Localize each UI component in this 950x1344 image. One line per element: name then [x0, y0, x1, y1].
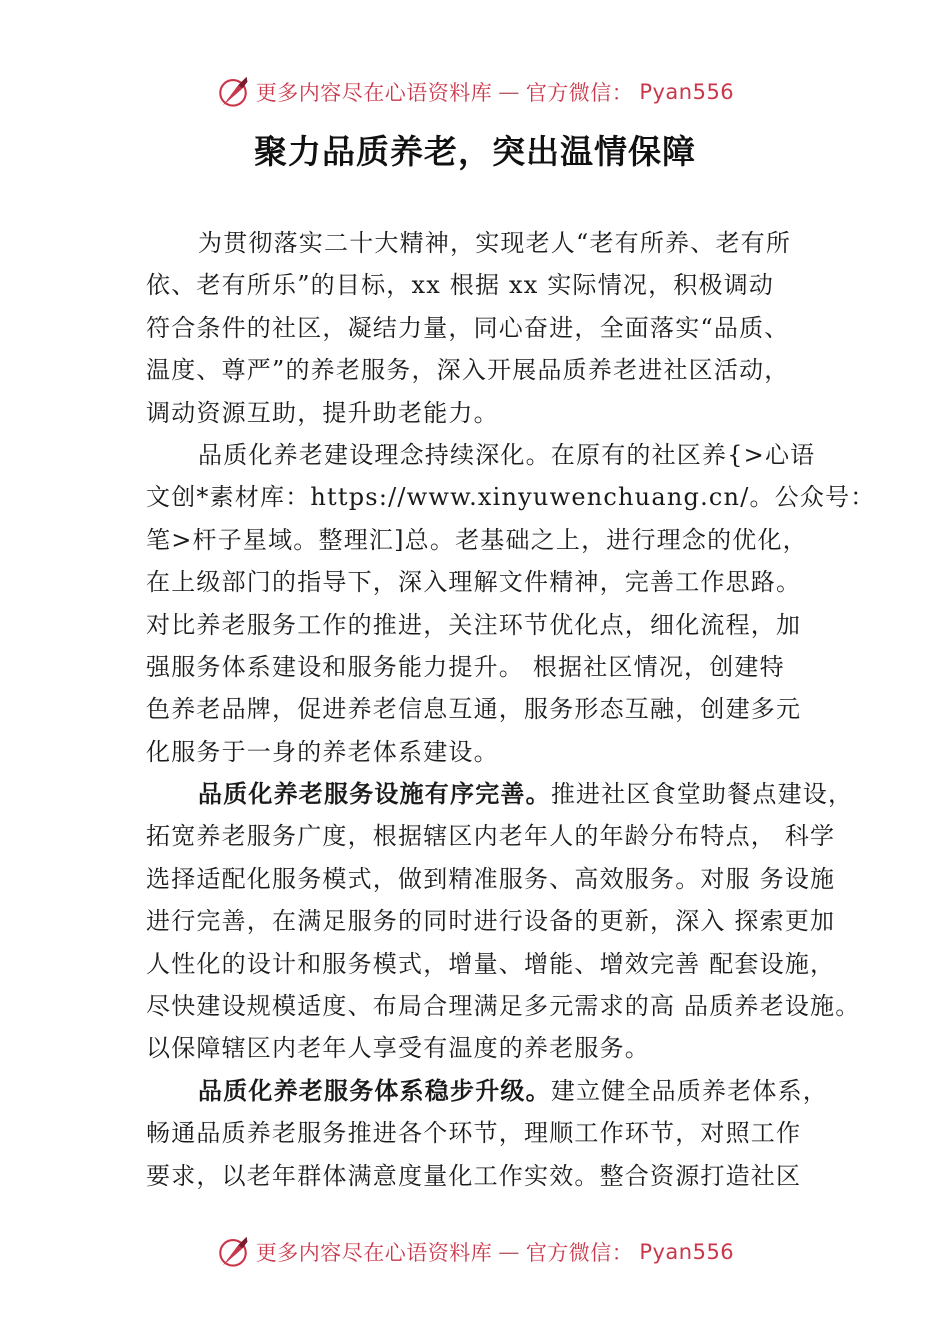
paragraph-4-line: 畅通品质养老服务推进各个环节，理顺工作环节，对照工作: [146, 1119, 802, 1148]
paragraph-1-line: 符合条件的社区，凝结力量，同心奋进，全面落实“品质、: [146, 313, 790, 342]
banner-official: 官方微信：: [525, 81, 634, 105]
paragraph-3-first-line: [146, 773, 856, 815]
banner-separator: —: [498, 1240, 520, 1264]
paragraph-3-line: 进行完善，在满足服务的同时进行设备的更新，深入 探索更加: [146, 907, 836, 936]
paragraph-4-first-rest: 建立健全品质养老体系，: [550, 1076, 829, 1105]
paragraph-3-line: 选择适配化服务模式，做到精准服务、高效服务。对服 务设施: [146, 864, 836, 893]
paragraph-3-line: 以保障辖区内老年人享受有温度的养老服务。: [146, 1034, 650, 1063]
banner-text: 更多内容尽在心语资料库: [255, 81, 493, 105]
paragraph-2-line: 色养老品牌，促进养老信息互通，服务形态互融，创建多元: [146, 695, 802, 724]
paragraph-2-line: 在上级部门的指导下，深入理解文件精神，完善工作思路。: [146, 568, 802, 597]
paragraph-2-line: 笔>杆子星域。整理汇]总。老基础之上，进行理念的优化，: [146, 525, 808, 554]
paragraph-4-line: 要求，以老年群体满意度量化工作实效。整合资源打造社区: [146, 1161, 802, 1190]
footer-banner: [0, 1230, 950, 1274]
paragraph-2-line: 强服务体系建设和服务能力提升。 根据社区情况，创建特: [146, 652, 785, 681]
banner-wechat-id: Pyan556: [639, 1240, 735, 1264]
banner-wechat-id: Pyan556: [639, 80, 735, 104]
paragraph-3-lead: 品质化养老服务设施有序完善。: [198, 779, 551, 809]
paragraph-4-lead: 品质化养老服务体系稳步升级。: [198, 1075, 551, 1105]
paragraph-1-line: 调动资源互助，提升助老能力。: [146, 398, 499, 427]
paragraph-1-line: 依、老有所乐”的目标，xx 根据 xx 实际情况，积极调动: [146, 271, 775, 300]
fountain-pen-logo-icon: [216, 75, 250, 109]
paragraph-2-line: 对比养老服务工作的推进，关注环节优化点，细化流程，加: [146, 610, 802, 639]
banner-separator: —: [498, 80, 520, 104]
paragraph-1-line: 为贯彻落实二十大精神，实现老人“老有所养、老有所: [198, 229, 792, 257]
paragraph-3-line: 人性化的设计和服务模式，增量、增能、增效完善 配套设施，: [146, 949, 836, 978]
document-title: 聚力品质养老，突出温情保障: [254, 132, 696, 171]
paragraph-1-line: 温度、尊严”的养老服务，深入开展品质养老进社区活动，: [146, 356, 790, 385]
paragraph-2-line: 品质化养老建设理念持续深化。在原有的社区养{>心语: [198, 440, 816, 469]
fountain-pen-logo-icon: [216, 1235, 250, 1269]
header-banner: [0, 70, 950, 114]
paragraph-3-line: 拓宽养老服务广度，根据辖区内老年人的年龄分布特点， 科学: [146, 822, 836, 851]
paragraph-2-line: 化服务于一身的养老体系建设。: [146, 737, 499, 766]
banner-official: 官方微信：: [525, 1241, 634, 1265]
banner-text: 更多内容尽在心语资料库: [255, 1241, 493, 1265]
paragraph-3-line: 尽快建设规模适度、布局合理满足多元需求的高 品质养老设施。: [146, 992, 861, 1021]
paragraph-4-first-line: [146, 1070, 856, 1112]
paragraph-2-line: 文创*素材库：https://www.xinyuwenchuang.cn/。公众号：: [146, 483, 876, 512]
paragraph-3-first-rest: 推进社区食堂助餐点建设，: [550, 780, 854, 809]
document-body: [146, 222, 876, 1197]
